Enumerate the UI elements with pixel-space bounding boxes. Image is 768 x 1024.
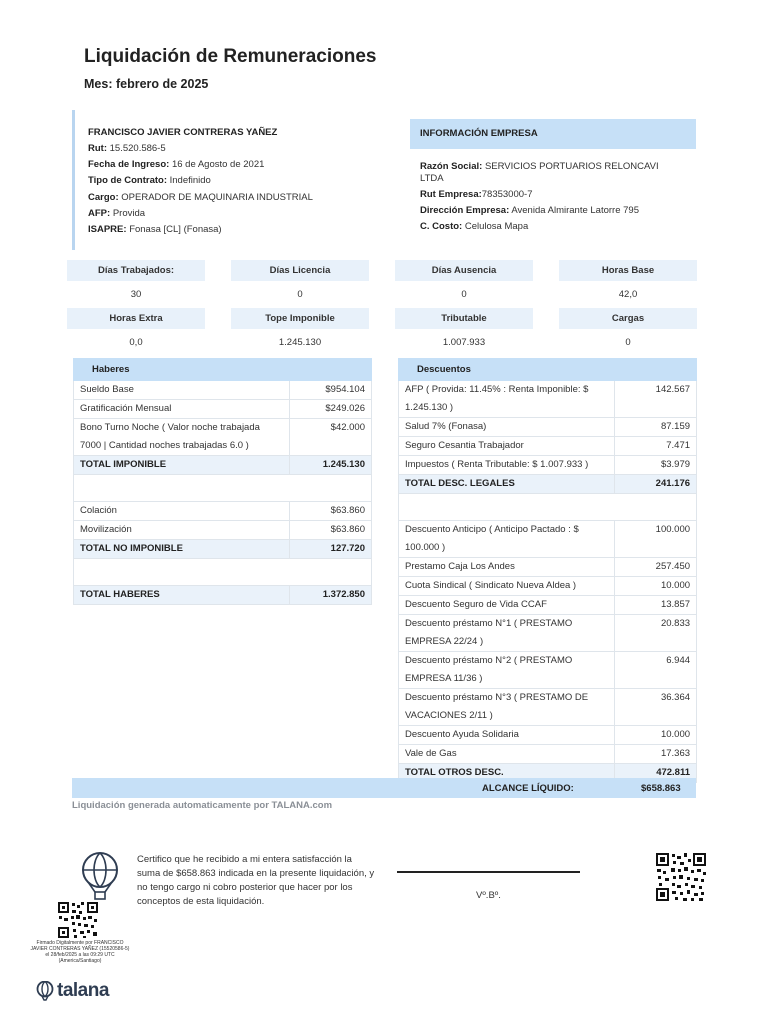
total-otros-row: TOTAL OTROS DESC. 472.811 <box>399 764 697 783</box>
validation-qr-icon <box>655 852 707 902</box>
summary-value: 0 <box>625 336 631 348</box>
haberes-header: Haberes <box>74 359 372 381</box>
company-razon: Razón Social: SERVICIOS PORTUARIOS RELONCAVI <box>420 161 659 172</box>
digital-signature-note: Firmado Digitalmente por FRANCISCO JAVIER CONTRERAS YAÑEZ (15520586-5) el 28/feb/2025 a las 09:29 UTC (America/Santiago) <box>30 940 130 964</box>
table-row: Descuento Anticipo ( Anticipo Pactado : $ 100.000 ) 100.000 <box>399 521 697 558</box>
spacer-row <box>399 494 697 521</box>
balloon-icon <box>80 852 120 902</box>
table-row: Descuento Seguro de Vida CCAF 13.857 <box>399 596 697 615</box>
total-legales-row: TOTAL DESC. LEGALES 241.176 <box>399 475 697 494</box>
table-row: Colación $63.860 <box>74 502 372 521</box>
talana-logo <box>36 980 109 1002</box>
page-title: Liquidación de Remuneraciones <box>84 46 377 67</box>
employee-rut: Rut: 15.520.586-5 <box>88 143 166 154</box>
table-row: Vale de Gas 17.363 <box>399 745 697 764</box>
total-haberes-row: TOTAL HABERES 1.372.850 <box>74 586 372 605</box>
table-row: Seguro Cesantia Trabajador 7.471 <box>399 437 697 456</box>
table-row: Sueldo Base $954.104 <box>74 381 372 400</box>
table-row: Descuento préstamo N°1 ( PRESTAMO EMPRESA 22/24 ) 20.833 <box>399 615 697 652</box>
summary-value: 0 <box>297 288 303 300</box>
spacer-row <box>74 475 372 502</box>
alcance-label: ALCANCE LÍQUIDO: <box>482 783 574 794</box>
spacer-row <box>74 559 372 586</box>
total-no-imponible-row: TOTAL NO IMPONIBLE 127.720 <box>74 540 372 559</box>
table-row: Bono Turno Noche ( Valor noche trabajada 7000 | Cantidad noches trabajadas 6.0 ) $42.000 <box>74 419 372 456</box>
summary-value: 0,0 <box>129 336 143 348</box>
company-header: INFORMACIÓN EMPRESA <box>410 119 696 149</box>
signature-line <box>397 871 580 873</box>
total-imponible-row: TOTAL IMPONIBLE 1.245.130 <box>74 456 372 475</box>
summary-label: Horas Base <box>559 260 697 281</box>
table-row: Impuestos ( Renta Tributable: $ 1.007.933 ) $3.979 <box>399 456 697 475</box>
generated-note: Liquidación generada automaticamente por TALANA.com <box>72 800 333 811</box>
summary-value: 30 <box>130 288 142 300</box>
employee-info <box>72 110 395 250</box>
balloon-logo-icon <box>36 981 54 1001</box>
employee-contrato: Tipo de Contrato: Indefinido <box>88 175 211 186</box>
table-row: Gratificación Mensual $249.026 <box>74 400 372 419</box>
summary-label: Cargas <box>559 308 697 329</box>
company-cost-center: C. Costo: Celulosa Mapa <box>420 221 529 232</box>
table-row: Descuento préstamo N°2 ( PRESTAMO EMPRESA 11/36 ) 6.944 <box>399 652 697 689</box>
haberes-table <box>73 358 372 605</box>
certification-text: Certifico que he recibido a mi entera satisfacción la suma de $658.863 indicada en la presente liquidación, y no tengo cargo ni cobro posterior que hacer por los conceptos de esta liquidación. <box>137 854 375 907</box>
table-row: Descuento Ayuda Solidaria 10.000 <box>399 726 697 745</box>
alcance-value: $658.863 <box>641 783 681 794</box>
table-row: Cuota Sindical ( Sindicato Nueva Aldea ) 10.000 <box>399 577 697 596</box>
summary-label: Horas Extra <box>67 308 205 329</box>
vobo-label: Vº.Bº. <box>476 890 501 901</box>
company-razon-cont: LTDA <box>420 173 444 184</box>
table-row: Salud 7% (Fonasa) 87.159 <box>399 418 697 437</box>
employee-ingreso: Fecha de Ingreso: 16 de Agosto de 2021 <box>88 159 265 170</box>
summary-label: Tope Imponible <box>231 308 369 329</box>
table-row: AFP ( Provida: 11.45% : Renta Imponible: $ 1.245.130 ) 142.567 <box>399 381 697 418</box>
company-rut: Rut Empresa:78353000-7 <box>420 189 533 200</box>
table-row: Prestamo Caja Los Andes 257.450 <box>399 558 697 577</box>
summary-value: 1.007.933 <box>442 336 486 348</box>
month-label: Mes: febrero de 2025 <box>84 77 209 91</box>
company-address: Dirección Empresa: Avenida Almirante Latorre 795 <box>420 205 639 216</box>
summary-label: Tributable <box>395 308 533 329</box>
summary-value: 1.245.130 <box>278 336 322 348</box>
employee-isapre: ISAPRE: Fonasa [CL] (Fonasa) <box>88 224 222 235</box>
summary-value: 42,0 <box>618 288 638 300</box>
signature-qr-icon <box>57 901 99 939</box>
employee-name: FRANCISCO JAVIER CONTRERAS YAÑEZ <box>88 127 278 138</box>
employee-afp: AFP: Provida <box>88 208 146 219</box>
summary-label: Días Ausencia <box>395 260 533 281</box>
summary-value: 0 <box>461 288 467 300</box>
summary-label: Días Trabajados: <box>67 260 205 281</box>
summary-label: Días Licencia <box>231 260 369 281</box>
logo-text: talana <box>57 980 109 1001</box>
descuentos-header: Descuentos <box>399 359 697 381</box>
descuentos-table <box>398 358 697 783</box>
alcance-liquido-bar <box>72 778 696 798</box>
employee-cargo: Cargo: OPERADOR DE MAQUINARIA INDUSTRIAL <box>88 192 313 203</box>
table-row: Descuento préstamo N°3 ( PRESTAMO DE VACACIONES 2/11 ) 36.364 <box>399 689 697 726</box>
table-row: Movilización $63.860 <box>74 521 372 540</box>
